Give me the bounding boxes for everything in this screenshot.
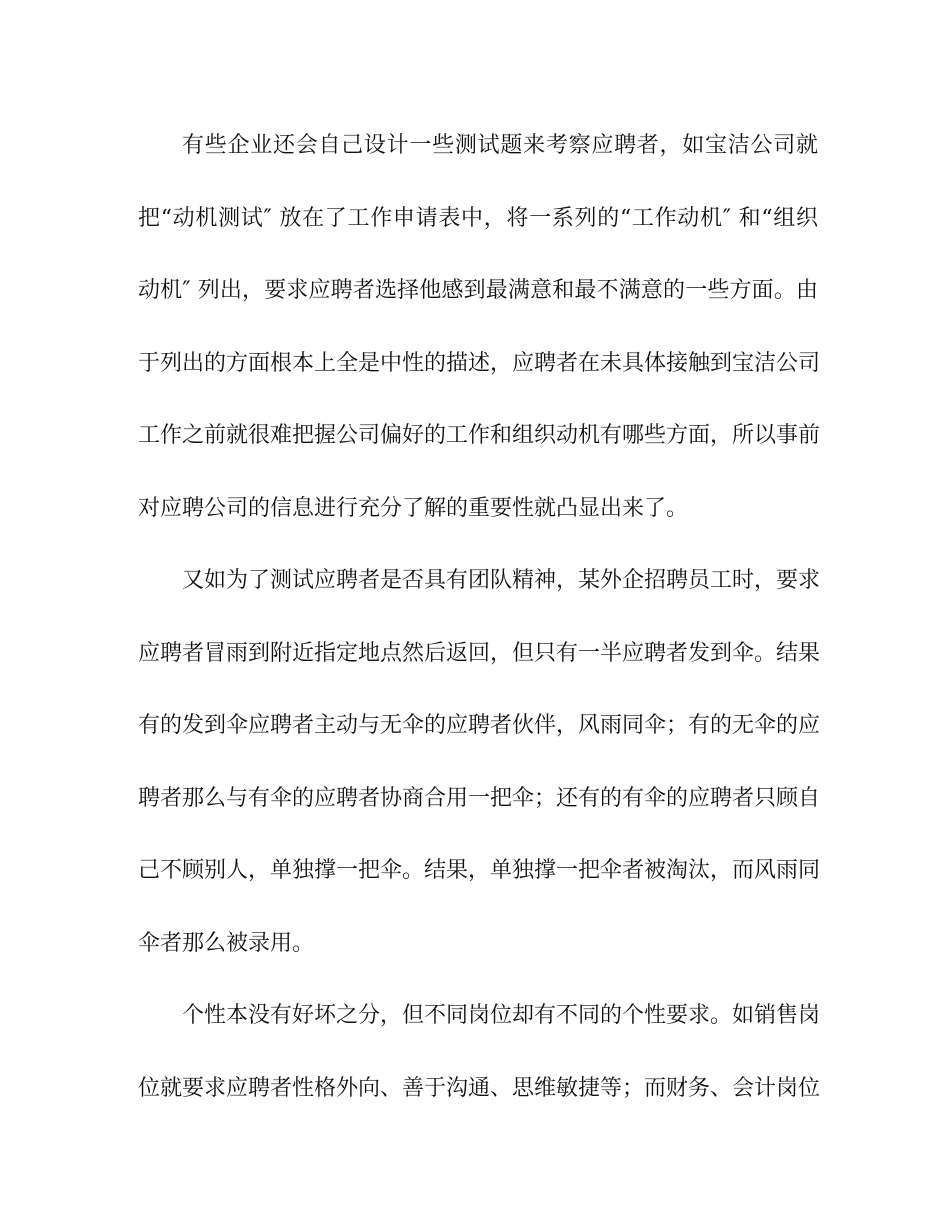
paragraph-1-line-2: 把“动机测试″ 放在了工作申请表中，将一系列的“工作动机″ 和“组织 [138,205,818,231]
paragraph-1-line-4: 于列出的方面根本上全是中性的描述，应聘者在未具体接触到宝洁公司 [138,350,821,376]
document-body [138,122,821,1137]
paragraph-3-line-1: 个性本没有好坏之分，但不同岗位却有不同的个性要求。如销售岗 [182,1003,821,1028]
paragraph-1-line-1: 有些企业还会自己设计一些测试题来考察应聘者，如宝洁公司就 [182,133,818,158]
paragraph-1-line-5: 工作之前就很难把握公司偏好的工作和组织动机有哪些方面，所以事前 [138,423,821,448]
paragraph-2-line-2: 应聘者冒雨到附近指定地点然后返回，但只有一半应聘者发到伞。结果 [138,640,821,666]
paragraph-3-line-2: 位就要求应聘者性格外向、善于沟通、思维敏捷等；而财务、会计岗位 [138,1075,821,1101]
paragraph-2-line-6: 伞者那么被录用。 [138,930,315,956]
paragraph-1-line-6: 对应聘公司的信息进行充分了解的重要性就凸显出来了。 [138,495,689,521]
paragraph-2-line-4: 聘者那么与有伞的应聘者协商合用一把伞；还有的有伞的应聘者只顾自 [138,785,821,811]
paragraph-2-line-5: 己不顾别人，单独撑一把伞。结果，单独撑一把伞者被淘汰，而风雨同 [138,858,821,883]
paragraph-2-line-1: 又如为了测试应聘者是否具有团队精神，某外企招聘员工时，要求 [182,568,821,593]
paragraph-1-line-3: 动机″ 列出，要求应聘者选择他感到最满意和最不满意的一些方面。由 [138,278,818,303]
paragraph-2-line-3: 有的发到伞应聘者主动与无伞的应聘者伙伴，风雨同伞；有的无伞的应 [138,713,821,738]
